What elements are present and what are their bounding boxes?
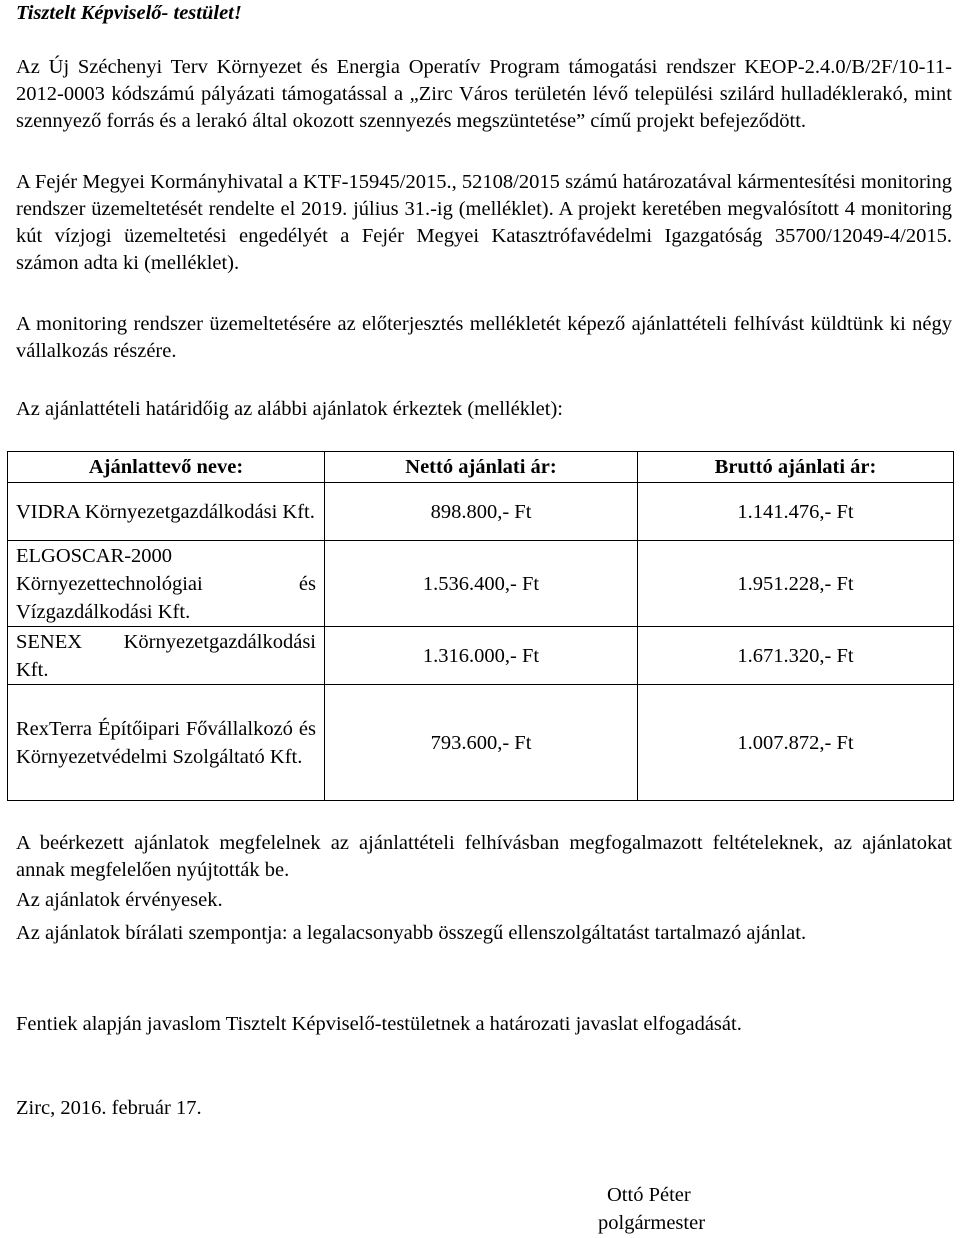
greeting-heading: Tisztelt Képviselő- testület! [16,2,242,24]
invitation-paragraph: A monitoring rendszer üzemeltetésére az előterjesztés mellékletét képező ajánlattételi felhívást küldtünk ki négy vállalkozás részére. [16,313,952,362]
header-net-price: Nettó ajánlati ár: [325,452,638,483]
gross-price-cell: 1.007.872,- Ft [638,685,954,801]
gross-price-cell: 1.141.476,- Ft [638,483,954,541]
offers-intro-paragraph: Az ajánlattételi határidőig az alábbi ajánlatok érkeztek (melléklet): [16,398,563,420]
table-row [8,483,954,541]
bidder-name-cell: RexTerra Építőipari Fővállalkozó és Környezetvédelmi Szolgáltató Kft. [8,685,325,801]
bidder-name-cell: VIDRA Környezetgazdálkodási Kft. [8,483,325,541]
intro-paragraph: Az Új Széchenyi Terv Környezet és Energia Operatív Program támogatási rendszer KEOP-2.4.0/B/2F/10-11-2012-0003 kódszámú pályázati támogatással a „Zirc Város területén lévő települési szilárd hulladéklerakó, mint szennyező forrás és a lerakó által okozott szennyezés megszüntetése” című projekt befejeződött. [16,56,952,132]
bidder-name-cell: ELGOSCAR-2000 Környezettechnológiai és Vízgazdálkodási Kft. [8,541,325,627]
net-price-cell: 1.536.400,- Ft [325,541,638,627]
header-bidder-name: Ajánlattevő neve: [8,452,325,483]
signatory-name: Ottó Péter [607,1184,691,1206]
bidder-name-cell: SENEX Környezetgazdálkodási Kft. [8,627,325,685]
gross-price-cell: 1.671.320,- Ft [638,627,954,685]
net-price-cell: 793.600,- Ft [325,685,638,801]
signatory-title: polgármester [598,1212,706,1234]
table-row [8,541,954,627]
conclusion-paragraph-1: A beérkezett ajánlatok megfelelnek az ajánlattételi felhívásban megfogalmazott feltételeknek, az ajánlatokat annak megfelelően nyújtották be. [16,832,952,881]
date-line: Zirc, 2016. február 17. [16,1097,202,1119]
offers-table [7,451,954,801]
header-gross-price: Bruttó ajánlati ár: [638,452,954,483]
proposal-paragraph: Fentiek alapján javaslom Tisztelt Képviselő-testületnek a határozati javaslat elfogadását. [16,1013,742,1035]
conclusion-paragraph-3: Az ajánlatok bírálati szempontja: a legalacsonyabb összegű ellenszolgáltatást tartalmazó ajánlat. [16,922,807,944]
net-price-cell: 898.800,- Ft [325,483,638,541]
table-row [8,627,954,685]
signature-block [598,1181,705,1237]
conclusion-paragraph-2: Az ajánlatok érvényesek. [16,889,223,911]
net-price-cell: 1.316.000,- Ft [325,627,638,685]
gross-price-cell: 1.951.228,- Ft [638,541,954,627]
table-row [8,685,954,801]
offers-table-header-row [8,452,954,483]
decision-paragraph: A Fejér Megyei Kormányhivatal a KTF-15945/2015., 52108/2015 számú határozatával kármentesítési monitoring rendszer üzemeltetését rendelte el 2019. július 31.-ig (melléklet). A projekt keretében megvalósított 4 monitoring kút vízjogi üzemeltetési engedélyét a Fejér Megyei Katasztrófavédelmi Igazgatóság 35700/12049-4/2015. számon adta ki (melléklet). [16,171,952,274]
